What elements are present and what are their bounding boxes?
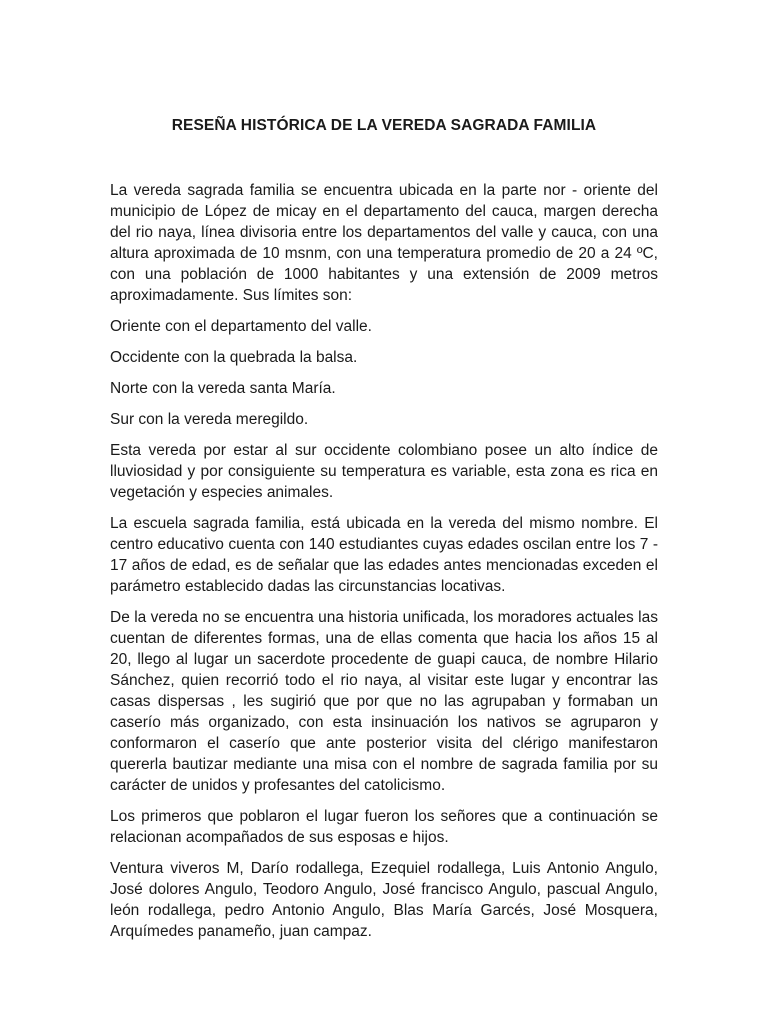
paragraph-limit-east: Oriente con el departamento del valle. (110, 318, 372, 335)
paragraph-location: La vereda sagrada familia se encuentra ubicada en la parte nor - oriente del municipio de López de micay en el departamento del cauca, margen derecha del rio naya, línea divisoria entre los departamentos del valle y cauca, con una altura aproximada de 10 msnm, con una temperatura promedio de 20 a 24 ºC, con una población de 1000 habitantes y una extensión de 2009 metros aproximadamente. Sus límites son: (110, 182, 658, 304)
paragraph-first-settlers-list: Ventura viveros M, Darío rodallega, Ezequiel rodallega, Luis Antonio Angulo, José dolores Angulo, Teodoro Angulo, José francisco Angulo, pascual Angulo, león rodallega, pedro Antonio Angulo, Blas María Garcés, José Mosquera, Arquímedes panameño, juan campaz. (110, 860, 658, 940)
paragraph-school: La escuela sagrada familia, está ubicada en la vereda del mismo nombre. El centro educativo cuenta con 140 estudiantes cuyas edades oscilan entre los 7 - 17 años de edad, es de señalar que las edades antes mencionadas exceden el parámetro establecido dadas las circunstancias locativas. (110, 515, 658, 595)
paragraph-limit-south: Sur con la vereda meregildo. (110, 411, 309, 428)
paragraph-first-settlers-intro: Los primeros que poblaron el lugar fueron los señores que a continuación se relacionan acompañados de sus esposas e hijos. (110, 808, 658, 846)
paragraph-limit-west: Occidente con la quebrada la balsa. (110, 349, 358, 366)
paragraph-history: De la vereda no se encuentra una historia unificada, los moradores actuales las cuentan de diferentes formas, una de ellas comenta que hacia los años 15 al 20, llego al lugar un sacerdote procedente de guapi cauca, de nombre Hilario Sánchez, quien recorrió todo el rio naya, al visitar este lugar y encontrar las casas dispersas , les sugirió que por que no las agrupaban y formaban un caserío más organizado, con esta insinuación los nativos se agruparon y conformaron el caserío que ante posterior visita del clérigo manifestaron quererla bautizar mediante una misa con el nombre de sagrada familia por su carácter de unidos y profesantes del catolicismo. (110, 609, 658, 794)
paragraph-limit-north: Norte con la vereda santa María. (110, 380, 336, 397)
document-title: RESEÑA HISTÓRICA DE LA VEREDA SAGRADA FAMILIA (171, 117, 597, 134)
paragraph-climate: Esta vereda por estar al sur occidente colombiano posee un alto índice de lluviosidad y por consiguiente su temperatura es variable, esta zona es rica en vegetación y especies animales. (110, 442, 658, 501)
